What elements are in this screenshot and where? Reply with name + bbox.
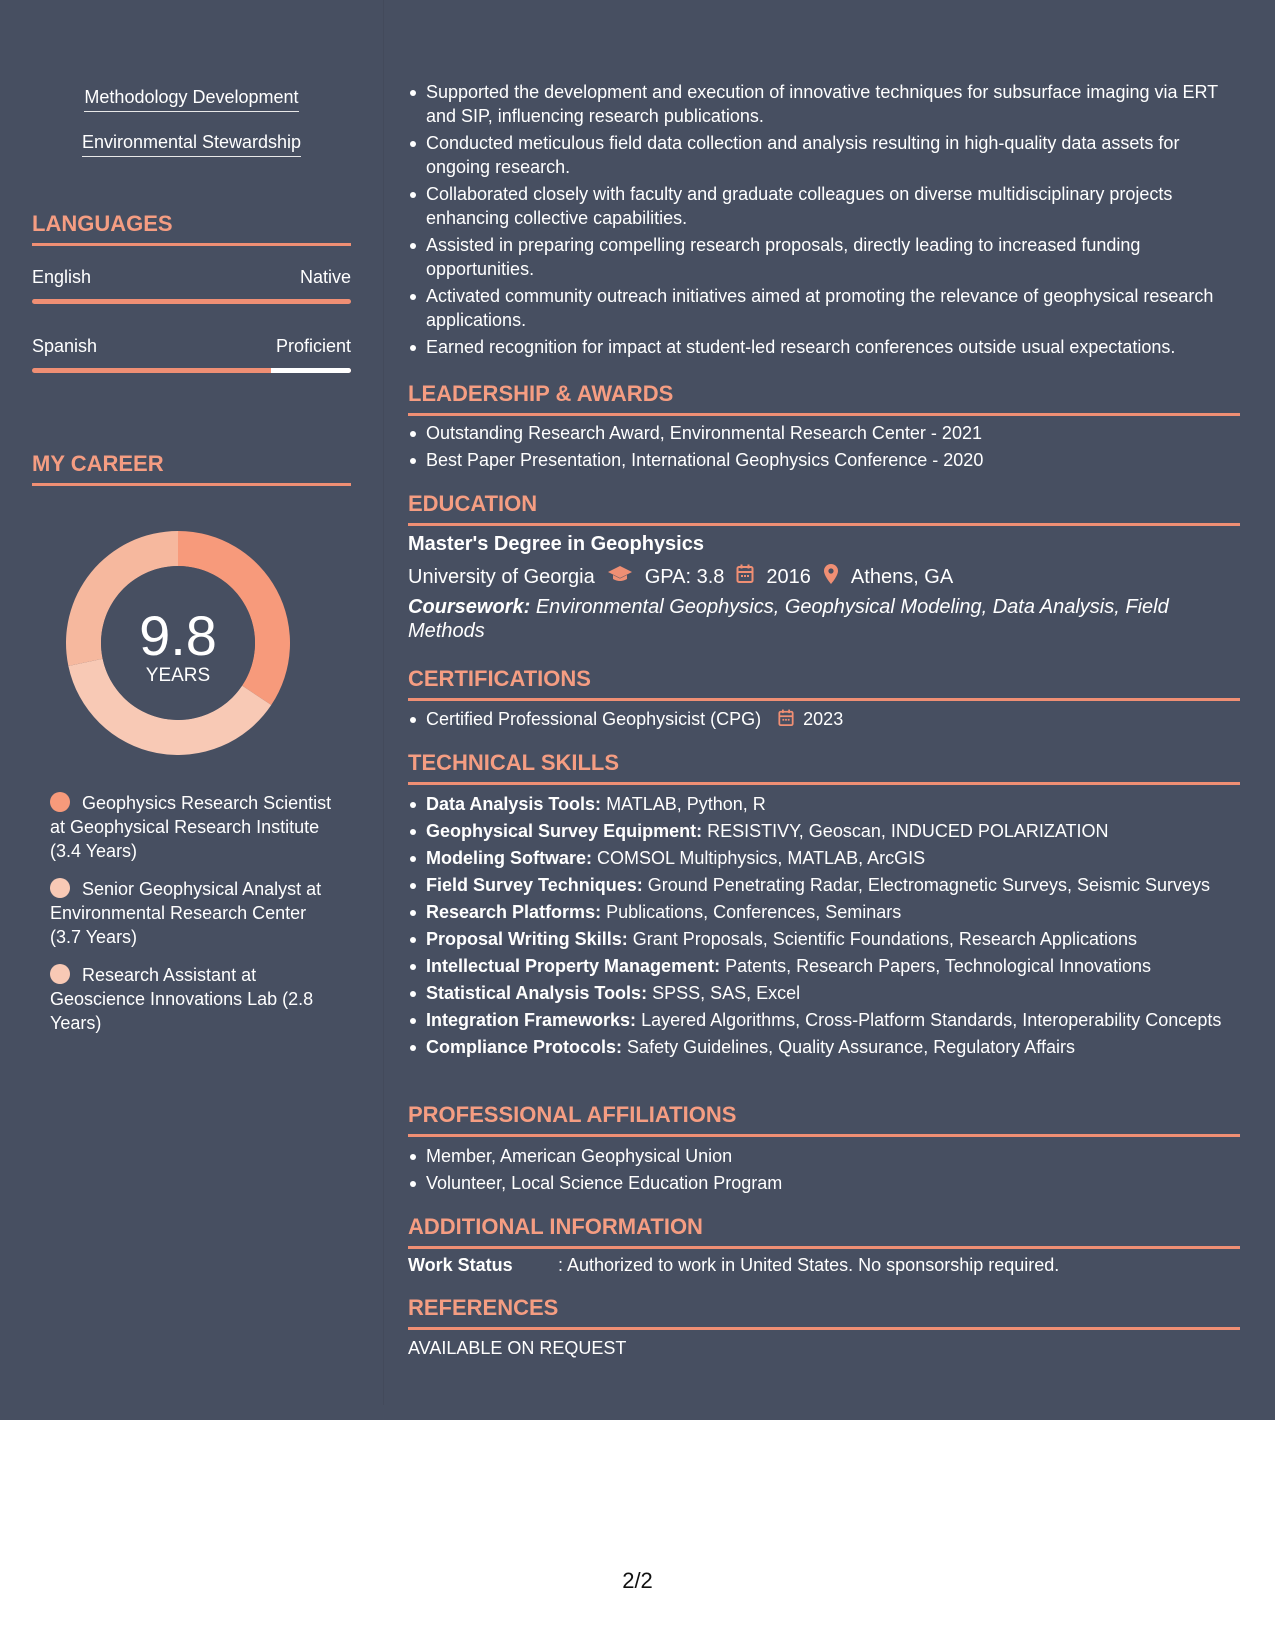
certification-year: 2023 (803, 709, 844, 729)
skill-item (408, 927, 1240, 951)
language-name: English (32, 267, 92, 287)
list-item: Assisted in preparing compelling research proposals, directly leading to increased funding opportunities. (408, 233, 1240, 281)
legend-label: Geophysics Research Scientist at Geophysical Research Institute (3.4 Years) (50, 793, 332, 861)
strength-item (32, 87, 351, 112)
school-name: University of Georgia (408, 565, 595, 588)
education-details (408, 564, 1240, 590)
awards-title: LEADERSHIP & AWARDS (408, 381, 1240, 416)
list-item: Supported the development and execution of innovative techniques for subsurface imaging via ERT and SIP, influencing research publications. (408, 80, 1240, 128)
career-legend-item (32, 877, 332, 949)
language-level: Proficient (275, 336, 351, 356)
work-status (408, 1255, 1240, 1276)
graduation-year: 2016 (766, 565, 811, 588)
technical-skills-title: TECHNICAL SKILLS (408, 750, 1240, 785)
certification-name: Certified Professional Geophysicist (CPG) (426, 709, 762, 729)
work-status-value: : Authorized to work in United States. No sponsorship required. (558, 1255, 1060, 1275)
skill-value: Patents, Research Papers, Technological Innovations (725, 956, 1152, 976)
skill-label: Research Platforms: (426, 902, 602, 922)
school-location: Athens, GA (850, 565, 954, 588)
skill-value: SPSS, SAS, Excel (652, 983, 801, 1003)
language-bar (32, 299, 351, 304)
skill-value: Layered Algorithms, Cross-Platform Standards, Interoperability Concepts (641, 1010, 1222, 1030)
career-legend-item (32, 791, 332, 863)
skill-value: MATLAB, Python, R (606, 794, 766, 814)
skill-value: Safety Guidelines, Quality Assurance, Regulatory Affairs (627, 1037, 1075, 1057)
skill-item (408, 846, 1240, 870)
legend-dot (50, 878, 70, 898)
graduation-cap-icon (607, 565, 633, 589)
language-level: Native (299, 267, 351, 287)
skill-value: Ground Penetrating Radar, Electromagnetic Surveys, Seismic Surveys (647, 875, 1211, 895)
location-pin-icon (823, 564, 839, 590)
additional-info-title: ADDITIONAL INFORMATION (408, 1214, 1240, 1249)
skill-item (408, 873, 1240, 897)
skill-item (408, 981, 1240, 1005)
legend-dot (50, 792, 70, 812)
skill-value: RESISTIVY, Geoscan, INDUCED POLARIZATION (707, 821, 1109, 841)
skill-label: Integration Frameworks: (426, 1010, 637, 1030)
coursework-label: Coursework: (408, 596, 531, 618)
work-status-label: Work Status (408, 1255, 513, 1275)
strength-item (32, 132, 351, 157)
skill-label: Compliance Protocols: (426, 1037, 623, 1057)
list-item: Earned recognition for impact at student-led research conferences outside usual expectations. (408, 335, 1240, 359)
skill-label: Statistical Analysis Tools: (426, 983, 648, 1003)
skill-item (408, 819, 1240, 843)
skill-item (408, 900, 1240, 924)
legend-dot (50, 964, 70, 984)
language-bar (32, 368, 351, 373)
experience-bullets (408, 80, 1240, 359)
language-bar-remainder (271, 368, 351, 373)
skill-value: COMSOL Multiphysics, MATLAB, ArcGIS (597, 848, 926, 868)
language-name: Spanish (32, 336, 98, 356)
skill-label: Geophysical Survey Equipment: (426, 821, 703, 841)
column-divider (383, 0, 384, 1405)
right-column (408, 0, 1240, 1420)
technical-skills-list (408, 792, 1240, 1059)
skill-item (408, 792, 1240, 816)
skill-label: Field Survey Techniques: (426, 875, 643, 895)
skill-label: Intellectual Property Management: (426, 956, 721, 976)
affiliations-title: PROFESSIONAL AFFILIATIONS (408, 1102, 1240, 1137)
strength-label: Methodology Development (84, 87, 298, 112)
gpa-value: GPA: 3.8 (644, 565, 725, 588)
certifications-list (408, 707, 1240, 733)
list-item (408, 707, 1240, 733)
list-item: Outstanding Research Award, Environmental Research Center - 2021 (408, 421, 1240, 445)
certifications-title: CERTIFICATIONS (408, 666, 1240, 701)
skill-value: Publications, Conferences, Seminars (606, 902, 902, 922)
list-item: Activated community outreach initiatives aimed at promoting the relevance of geophysical research applications. (408, 284, 1240, 332)
list-item: Member, American Geophysical Union (408, 1144, 1240, 1168)
language-spanish (32, 336, 351, 373)
language-english (32, 267, 351, 304)
skill-label: Data Analysis Tools: (426, 794, 602, 814)
skill-item (408, 1008, 1240, 1032)
coursework (408, 595, 1188, 643)
skill-label: Proposal Writing Skills: (426, 929, 628, 949)
list-item: Best Paper Presentation, International Geophysics Conference - 2020 (408, 448, 1240, 472)
list-item: Volunteer, Local Science Education Program (408, 1171, 1240, 1195)
left-column (32, 0, 351, 1420)
career-donut-chart (66, 531, 290, 755)
skill-item (408, 954, 1240, 978)
languages-title: LANGUAGES (32, 211, 351, 246)
degree-name: Master's Degree in Geophysics (408, 533, 704, 555)
calendar-icon (736, 564, 754, 590)
career-legend-item (32, 963, 332, 1035)
references-title: REFERENCES (408, 1295, 1240, 1330)
career-total-years: 9.8 (139, 604, 217, 667)
legend-label: Research Assistant at Geoscience Innovations Lab (2.8 Years) (50, 965, 314, 1033)
strength-label: Environmental Stewardship (82, 132, 301, 157)
skill-label: Modeling Software: (426, 848, 592, 868)
list-item: Conducted meticulous field data collection and analysis resulting in high-quality data assets for ongoing research. (408, 131, 1240, 179)
legend-label: Senior Geophysical Analyst at Environmental Research Center (3.7 Years) (50, 879, 322, 947)
education-title: EDUCATION (408, 491, 1240, 526)
awards-list (408, 421, 1240, 472)
career-years-unit: YEARS (145, 665, 211, 686)
career-title: MY CAREER (32, 451, 351, 486)
list-item: Collaborated closely with faculty and graduate colleagues on diverse multidisciplinary projects enhancing collective capabilities. (408, 182, 1240, 230)
references-text: AVAILABLE ON REQUEST (408, 1338, 627, 1358)
skill-value: Grant Proposals, Scientific Foundations, Research Applications (632, 929, 1137, 949)
affiliations-list (408, 1144, 1240, 1195)
page-number: 2/2 (622, 1568, 653, 1593)
calendar-icon (778, 709, 794, 733)
skill-item (408, 1035, 1240, 1059)
coursework-list: Environmental Geophysics, Geophysical Modeling, Data Analysis, Field Methods (408, 596, 1169, 642)
